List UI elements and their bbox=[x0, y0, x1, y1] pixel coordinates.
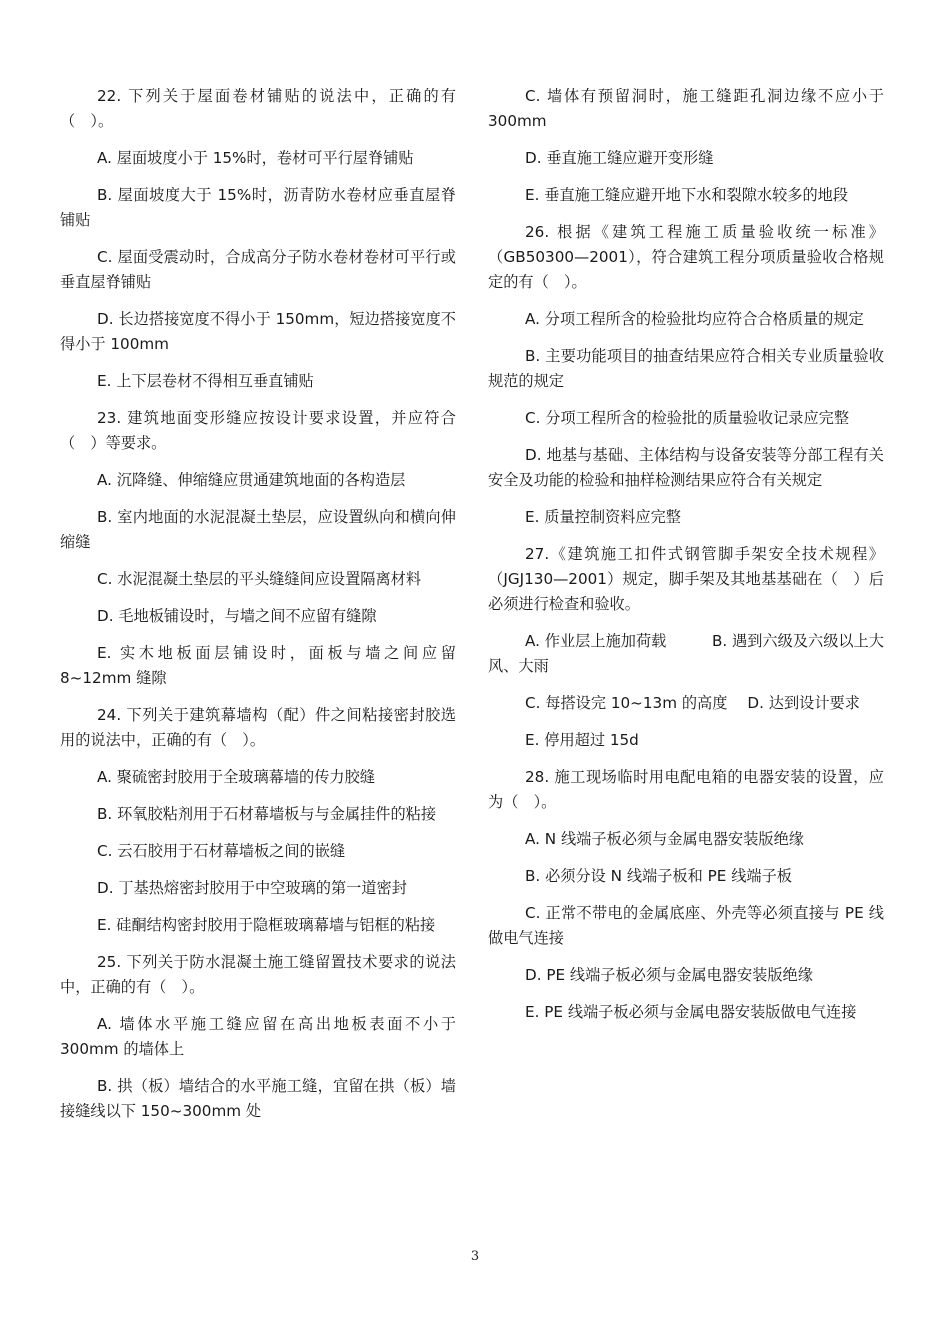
question-26: 26. 根据《建筑工程施工质量验收统一标准》（GB50300—2001），符合建筑工程分项质量验收合格规定的有（ ）。 bbox=[488, 223, 884, 291]
option-22d: D. 长边搭接宽度不得小于 150mm，短边搭接宽度不得小于 100mm bbox=[60, 310, 456, 353]
option-24c: C. 云石胶用于石材幕墙板之间的嵌缝 bbox=[97, 842, 346, 860]
option-23c: C. 水泥混凝土垫层的平头缝缝间应设置隔离材料 bbox=[97, 570, 422, 588]
question-24: 24. 下列关于建筑幕墙构（配）件之间粘接密封胶选用的说法中，正确的有（ ）。 bbox=[60, 706, 456, 749]
option-24e: E. 硅酮结构密封胶用于隐框玻璃幕墙与铝框的粘接 bbox=[97, 916, 436, 934]
question-25: 25. 下列关于防水混凝土施工缝留置技术要求的说法中，正确的有（ ）。 bbox=[60, 953, 456, 996]
option-25e: E. 垂直施工缝应避开地下水和裂隙水较多的地段 bbox=[525, 186, 849, 204]
option-25c: C. 墙体有预留洞时，施工缝距孔洞边缘不应小于 300mm bbox=[488, 87, 884, 130]
option-28d: D. PE 线端子板必须与金属电器安装版绝缘 bbox=[525, 966, 813, 984]
option-22b: B. 屋面坡度大于 15%时，沥青防水卷材应垂直屋脊铺贴 bbox=[60, 186, 456, 229]
option-23b: B. 室内地面的水泥混凝土垫层，应设置纵向和横向伸缩缝 bbox=[60, 508, 456, 551]
question-28: 28. 施工现场临时用电配电箱的电器安装的设置，应为（ ）。 bbox=[488, 768, 884, 811]
page-number: 3 bbox=[470, 1249, 480, 1264]
question-23: 23. 建筑地面变形缝应按设计要求设置，并应符合（ ）等要求。 bbox=[60, 409, 456, 452]
option-26e: E. 质量控制资料应完整 bbox=[525, 508, 681, 526]
question-22: 22. 下列关于屋面卷材铺贴的说法中，正确的有（ ）。 bbox=[60, 87, 456, 130]
option-22c: C. 屋面受震动时，合成高分子防水卷材卷材可平行或垂直屋脊铺贴 bbox=[60, 248, 456, 291]
question-27: 27.《建筑施工扣件式钢管脚手架安全技术规程》（JGJ130—2001）规定，脚手架及其地基基础在（ ）后必须进行检查和验收。 bbox=[488, 545, 884, 613]
option-22e: E. 上下层卷材不得相互垂直铺贴 bbox=[97, 372, 314, 390]
option-27ab: A. 作业层上施加荷载 B. 遇到六级及六级以上大风、大雨 bbox=[488, 632, 884, 675]
option-28c: C. 正常不带电的金属底座、外壳等必须直接与 PE 线做电气连接 bbox=[488, 904, 884, 947]
option-26a: A. 分项工程所含的检验批均应符合合格质量的规定 bbox=[525, 310, 864, 328]
option-26b: B. 主要功能项目的抽查结果应符合相关专业质量验收规范的规定 bbox=[488, 347, 884, 390]
option-24b: B. 环氧胶粘剂用于石材幕墙板与与金属挂件的粘接 bbox=[97, 805, 437, 823]
option-25b: B. 拱（板）墙结合的水平施工缝，宜留在拱（板）墙接缝线以下 150~300mm 处 bbox=[60, 1077, 456, 1120]
right-column bbox=[488, 84, 884, 1037]
option-25a: A. 墙体水平施工缝应留在高出地板表面不小于 300mm 的墙体上 bbox=[60, 1015, 456, 1058]
option-25d: D. 垂直施工缝应避开变形缝 bbox=[525, 149, 714, 167]
option-23d: D. 毛地板铺设时，与墙之间不应留有缝隙 bbox=[97, 607, 377, 625]
option-28a: A. N 线端子板必须与金属电器安装版绝缘 bbox=[525, 830, 804, 848]
option-24d: D. 丁基热熔密封胶用于中空玻璃的第一道密封 bbox=[97, 879, 407, 897]
option-26c: C. 分项工程所含的检验批的质量验收记录应完整 bbox=[525, 409, 850, 427]
option-22a: A. 屋面坡度小于 15%时，卷材可平行屋脊铺贴 bbox=[97, 149, 414, 167]
left-column bbox=[60, 84, 456, 1136]
option-24a: A. 聚硫密封胶用于全玻璃幕墙的传力胶缝 bbox=[97, 768, 375, 786]
option-27cd: C. 每搭设完 10~13m 的高度 D. 达到设计要求 bbox=[525, 694, 860, 712]
option-28b: B. 必须分设 N 线端子板和 PE 线端子板 bbox=[525, 867, 792, 885]
option-27e: E. 停用超过 15d bbox=[525, 731, 639, 749]
option-26d: D. 地基与基础、主体结构与设备安装等分部工程有关安全及功能的检验和抽样检测结果应符合有关规定 bbox=[488, 446, 884, 489]
option-23a: A. 沉降缝、伸缩缝应贯通建筑地面的各构造层 bbox=[97, 471, 406, 489]
option-28e: E. PE 线端子板必须与金属电器安装版做电气连接 bbox=[525, 1003, 857, 1021]
option-23e: E. 实木地板面层铺设时，面板与墙之间应留 8~12mm 缝隙 bbox=[60, 644, 456, 687]
